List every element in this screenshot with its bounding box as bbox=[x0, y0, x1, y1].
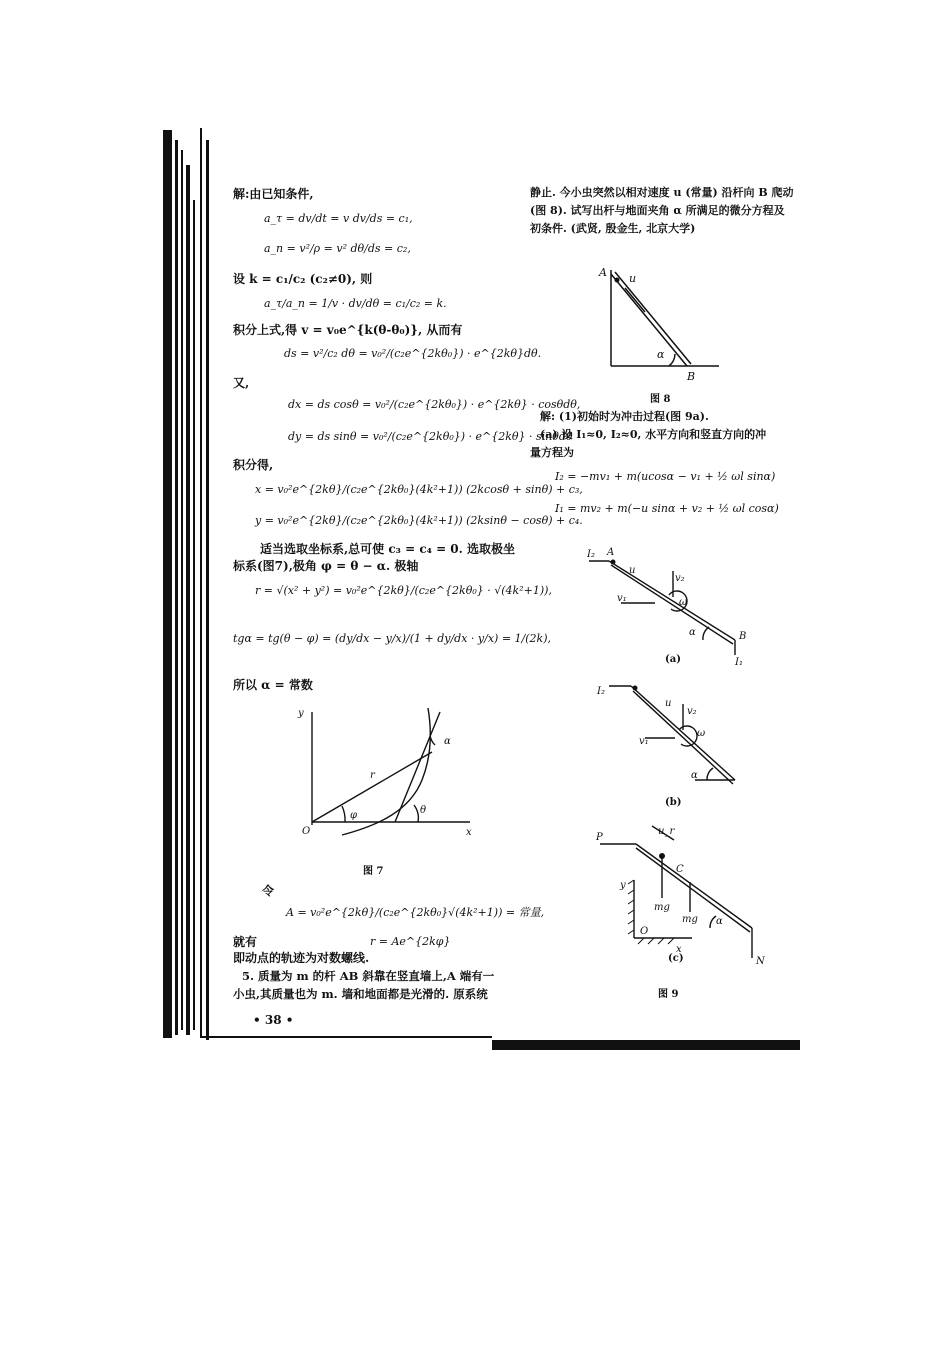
solution-line3: 量方程为 bbox=[530, 446, 574, 459]
fig9a-B-label: B bbox=[739, 631, 747, 642]
fig8-B-label: B bbox=[687, 370, 696, 383]
equation-I2: I₂ = −mv₁ + m(ucosα − v₁ + ½ ωl sinα) bbox=[555, 470, 776, 483]
equation-x: x = v₀²e^{2kθ}/(c₂e^{2kθ₀}(4k²+1)) (2kcosθ + sinθ) + c₃, bbox=[255, 483, 583, 496]
equation-a-n: a_n = v²/ρ = v² dθ/ds = c₂, bbox=[264, 242, 411, 255]
equation-r2: r = Ae^{2kφ} bbox=[370, 935, 451, 948]
fig7-caption: 图 7 bbox=[363, 866, 384, 877]
binding-edge-line bbox=[193, 200, 195, 1030]
also-text: 又, bbox=[233, 376, 250, 390]
fig7-x-label: x bbox=[466, 827, 472, 838]
fig9b-I2-label: I₂ bbox=[597, 686, 605, 697]
bug-dot bbox=[615, 278, 620, 283]
fig8-alpha-label: α bbox=[657, 348, 665, 361]
coord-text-1: 适当选取坐标系,总可使 c₃ = c₄ = 0. 选取极坐 bbox=[260, 542, 516, 556]
conclusion-text: 即动点的轨迹为对数螺线. bbox=[233, 951, 370, 965]
fig9c-N-label: N bbox=[756, 956, 765, 967]
integrate2-text: 积分得, bbox=[233, 458, 274, 472]
tangent-line bbox=[395, 712, 440, 822]
fig9c-mg1-label: mg bbox=[654, 902, 670, 913]
equation-dx: dx = ds cosθ = v₀²/(c₂e^{2kθ₀}) · e^{2kθ} · cosθdθ, bbox=[288, 398, 581, 411]
fig9c-label: (c) bbox=[668, 953, 684, 964]
fig7-origin-label: O bbox=[302, 826, 311, 837]
binding-edge-line bbox=[175, 140, 178, 1035]
solution-line2: (a) 设 I₁≈0, I₂≈0, 水平方向和竖直方向的冲 bbox=[540, 428, 767, 441]
fig9a-I1-label: I₁ bbox=[735, 657, 743, 665]
fig7-alpha-label: α bbox=[444, 736, 451, 747]
fig9c-alpha-label: α bbox=[716, 916, 723, 927]
equation-tg: tgα = tg(θ − φ) = (dy/dx − y/x)/(1 + dy/dx · y/x) = 1/(2k), bbox=[233, 632, 551, 645]
figure-9a bbox=[585, 545, 765, 665]
problem-line1: 静止. 今小虫突然以相对速度 u (常量) 沿杆向 B 爬动 bbox=[530, 186, 794, 199]
fig7-phi-label: φ bbox=[350, 810, 358, 821]
fig9b-v1-label: v₁ bbox=[639, 736, 649, 747]
equation-a-tau: a_τ = dv/dt = v dv/ds = c₁, bbox=[264, 212, 413, 225]
fig9a-A-label: A bbox=[607, 547, 615, 558]
rod-ab bbox=[611, 274, 687, 366]
coord-text-2: 标系(图7),极角 φ = θ − α. 极轴 bbox=[233, 559, 419, 573]
fig9c-x-label: x bbox=[676, 944, 682, 955]
ling-text: 令 bbox=[262, 884, 275, 898]
problem5-line2: 小虫,其质量也为 m. 墙和地面都是光滑的. 原系统 bbox=[233, 987, 488, 1001]
page-number: • 38 • bbox=[253, 1013, 294, 1027]
fig9c-O-label: O bbox=[640, 926, 649, 937]
fig9a-label: (a) bbox=[665, 654, 681, 665]
equation-y: y = v₀²e^{2kθ}/(c₂e^{2kθ₀}(4k²+1)) (2ksinθ − cosθ) + c₄. bbox=[255, 514, 583, 527]
fig9a-I2-label: I₂ bbox=[587, 549, 595, 560]
binding-edge-line bbox=[181, 150, 183, 1030]
fig8-caption: 图 8 bbox=[650, 394, 671, 405]
fig9c-y-label: y bbox=[620, 880, 626, 891]
fig9b-v2-label: v₂ bbox=[687, 706, 697, 717]
equation-I1: I₁ = mv₂ + m(−u sinα + v₂ + ½ ωl cosα) bbox=[555, 502, 779, 515]
binding-edge bbox=[163, 130, 172, 1038]
equation-dy: dy = ds sinθ = v₀²/(c₂e^{2kθ₀}) · e^{2kθ} · sinθdθ bbox=[288, 430, 573, 443]
fig9-caption: 图 9 bbox=[658, 989, 679, 1000]
fig9a-v2-label: v₂ bbox=[675, 573, 685, 584]
figure-9c bbox=[590, 820, 780, 970]
equation-r: r = √(x² + y²) = v₀²e^{2kθ}/(c₂e^{2kθ₀} · √(4k²+1)), bbox=[255, 584, 552, 597]
jiuyou-text: 就有 bbox=[233, 935, 258, 949]
figure-7 bbox=[290, 700, 480, 840]
fig9c-P-label: P bbox=[596, 832, 603, 843]
integrate-text: 积分上式,得 v = v₀e^{k(θ-θ₀)}, 从而有 bbox=[233, 323, 463, 337]
fig9c-C-label: C bbox=[676, 864, 684, 875]
bottom-edge-line bbox=[202, 1036, 492, 1038]
figure-9b bbox=[595, 680, 755, 790]
solution-line1: 解: (1)初始时为冲击过程(图 9a). bbox=[540, 410, 709, 423]
fig9a-alpha-label: α bbox=[689, 627, 696, 638]
fig9a-u-label: u bbox=[629, 565, 636, 576]
rod bbox=[609, 561, 735, 640]
u-arrow bbox=[625, 288, 645, 312]
binding-edge-line bbox=[186, 165, 190, 1035]
fig8-A-label: A bbox=[599, 266, 607, 279]
binding-edge-line bbox=[200, 128, 202, 1038]
radius-line bbox=[312, 752, 432, 822]
alpha-constant-text: 所以 α = 常数 bbox=[233, 678, 313, 692]
equation-A: A = v₀²e^{2kθ}/(c₂e^{2kθ₀}√(4k²+1)) = 常量, bbox=[286, 906, 545, 919]
fig9a-omega-label: ω bbox=[679, 597, 688, 608]
rod bbox=[631, 686, 735, 780]
problem-line2: (图 8). 试写出杆与地面夹角 α 所满足的微分方程及 bbox=[530, 204, 785, 217]
intro-text: 解:由已知条件, bbox=[233, 187, 314, 201]
fig9b-omega-label: ω bbox=[697, 728, 706, 739]
fig9c-mg2-label: mg bbox=[682, 914, 698, 925]
equation-ratio: a_τ/a_n = 1/v · dv/dθ = c₁/c₂ = k. bbox=[264, 297, 447, 310]
fig8-u-label: u bbox=[629, 272, 637, 285]
let-k-text: 设 k = c₁/c₂ (c₂≠0), 则 bbox=[233, 272, 373, 286]
problem5-line1: 5. 质量为 m 的杆 AB 斜靠在竖直墙上,A 端有一 bbox=[242, 969, 495, 983]
problem-line3: 初条件. (武贤, 殷金生, 北京大学) bbox=[530, 222, 696, 235]
binding-edge-line bbox=[206, 140, 209, 1040]
fig9b-u-label: u bbox=[665, 698, 672, 709]
equation-ds: ds = v²/c₂ dθ = v₀²/(c₂e^{2kθ₀}) · e^{2kθ}dθ. bbox=[284, 347, 542, 360]
fig9c-ur-label: u_r bbox=[658, 826, 675, 837]
fig7-r-label: r bbox=[370, 770, 375, 781]
fig9b-alpha-label: α bbox=[691, 770, 698, 781]
bottom-edge-bar bbox=[492, 1040, 800, 1050]
fig9b-label: (b) bbox=[665, 797, 682, 808]
fig9a-v1-label: v₁ bbox=[617, 593, 627, 604]
fig7-y-label: y bbox=[298, 708, 304, 719]
figure-8 bbox=[595, 258, 725, 383]
fig7-theta-label: θ bbox=[420, 805, 427, 816]
